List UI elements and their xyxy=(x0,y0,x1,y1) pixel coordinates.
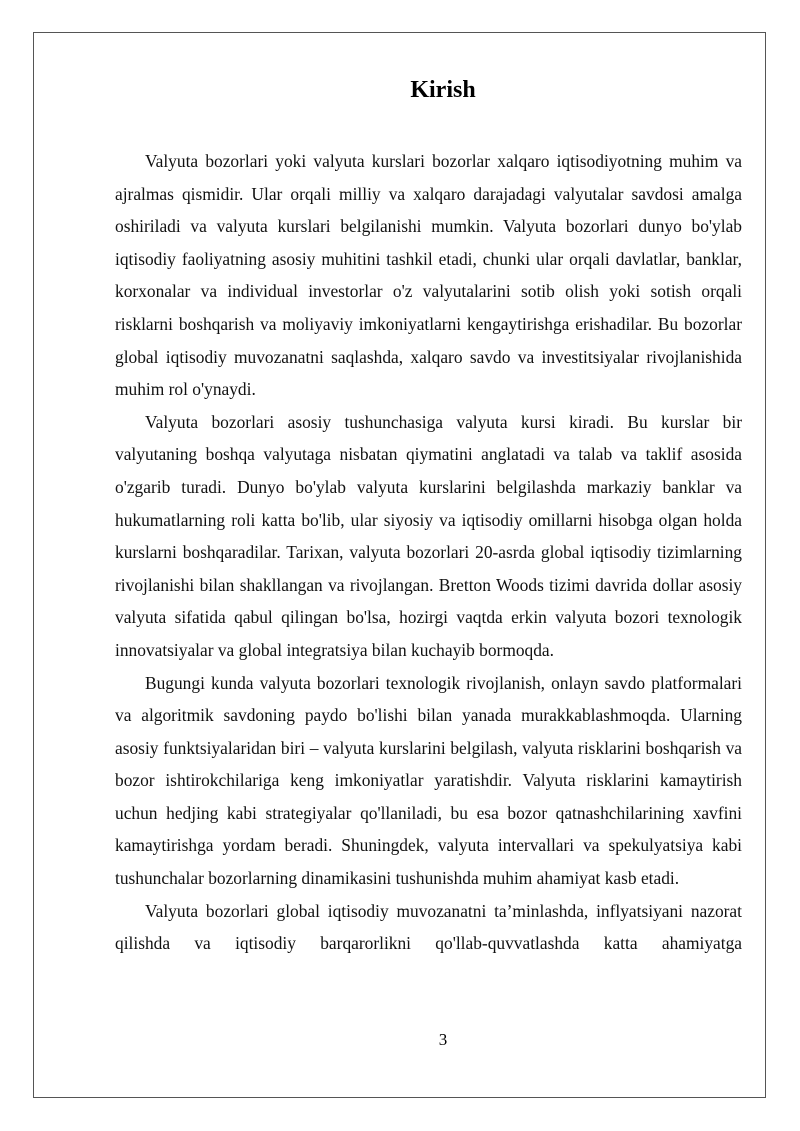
paragraph: Bugungi kunda valyuta bozorlari texnologik rivojlanish, onlayn savdo platformalari va algoritmik savdoning paydo bo'lishi bilan yanada murakkablashmoqda. Ularning asosiy funktsiyalaridan biri – valyuta kurslarini belgilash, valyuta risklarini boshqarish va bozor ishtirokchilariga keng imkoniyatlar yaratishdir. Valyuta risklarini kamaytirish uchun hedjing kabi strategiyalar qo'llaniladi, bu esa bozor qatnashchilarining xavfini kamaytirishga yordam beradi. Shuningdek, valyuta intervallari va spekulyatsiya kabi tushunchalar bozorlarning dinamikasini tushunishda muhim ahamiyat kasb etadi. xyxy=(115,672,742,889)
paragraph: Valyuta bozorlari global iqtisodiy muvozanatni ta’minlashda, inflyatsiyani nazorat qilishda va iqtisodiy barqarorlikni qo'llab-quvvatlashda katta ahamiyatga xyxy=(115,900,742,954)
body-text xyxy=(115,145,742,960)
page-title: Kirish xyxy=(410,77,476,103)
page-number: 3 xyxy=(438,1030,448,1049)
paragraph: Valyuta bozorlari asosiy tushunchasiga valyuta kursi kiradi. Bu kurslar bir valyutaning boshqa valyutaga nisbatan qiymatini anglatadi va talab va taklif asosida o'zgarib turadi. Dunyo bo'ylab valyuta kurslarini belgilashda markaziy banklar va hukumatlarning roli katta bo'lib, ular siyosiy va iqtisodiy omillarni hisobga olgan holda kurslarni boshqaradilar. Tarixan, valyuta bozorlari 20-asrda global iqtisodiy tizimlarning rivojlanishi bilan shakllangan va rivojlangan. Bretton Woods tizimi davrida dollar asosiy valyuta sifatida qabul qilingan bo'lsa, hozirgi vaqtda erkin valyuta bozori texnologik innovatsiyalar va global integratsiya bilan kuchayib bormoqda. xyxy=(115,411,742,660)
paragraph: Valyuta bozorlari yoki valyuta kurslari bozorlar xalqaro iqtisodiyotning muhim va ajralmas qismidir. Ular orqali milliy va xalqaro darajadagi valyutalar savdosi amalga oshiriladi va valyuta kurslari belgilanishi mumkin. Valyuta bozorlari dunyo bo'ylab iqtisodiy faoliyatning asosiy muhitini tashkil etadi, chunki ular orqali davlatlar, banklar, korxonalar va individual investorlar o'z valyutalarini sotib olish yoki sotish orqali risklarni boshqarish va moliyaviy imkoniyatlarni kengaytirishga erishadilar. Bu bozorlar global iqtisodiy muvozanatni saqlashda, xalqaro savdo va investitsiyalar rivojlanishida muhim rol o'ynaydi. xyxy=(115,151,742,400)
